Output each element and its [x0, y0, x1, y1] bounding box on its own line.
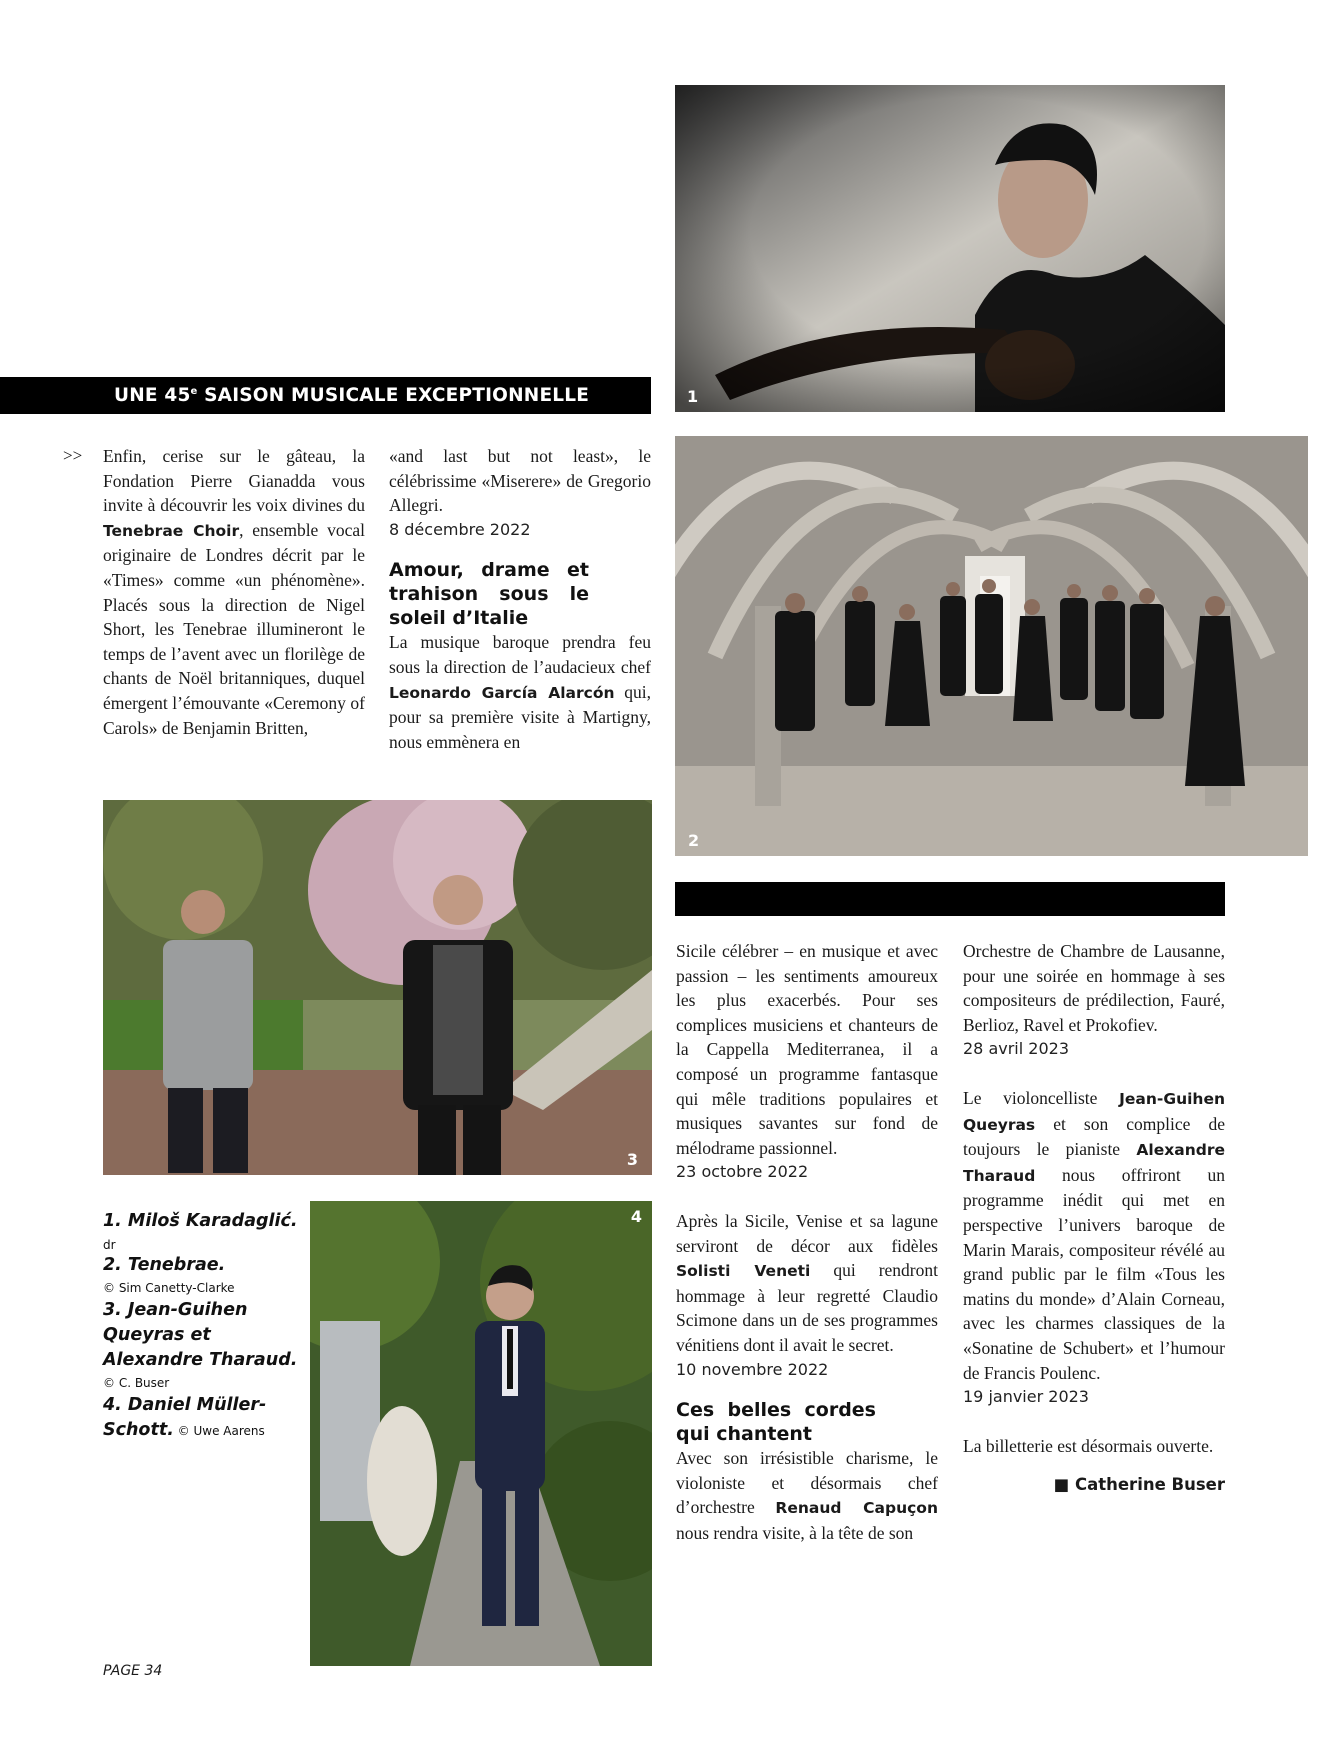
bold-name: Solisti Veneti [676, 1262, 811, 1281]
caption-name: 1. Miloš Karadaglić. [103, 1211, 298, 1231]
continuation-marker: >> [63, 446, 83, 465]
text: Après la Sicile, Venise et sa lagune serviront de décor aux fidèles [676, 1210, 938, 1256]
article-col-4 [963, 939, 1225, 1498]
bold-name: Tenebrae Choir [103, 521, 240, 540]
author-name: Catherine Buser [1074, 1475, 1225, 1495]
event-date: 10 novembre 2022 [676, 1359, 829, 1379]
text: «and last but not least», le célébrissime «Miserere» de Gregorio Allegri. [389, 446, 651, 516]
caption-credit: © Sim Canetty-Clarke [103, 1281, 235, 1295]
photo-4-muller-schott [310, 1201, 652, 1666]
article-col-1 [103, 444, 365, 740]
text: Enfin, cerise sur le gâteau, la Fondation Pierre Gianadda vous invite à découvrir les voix divines du [103, 446, 365, 516]
section-banner [0, 377, 651, 414]
caption-credit: © Uwe Aarens [173, 1424, 265, 1438]
text: Avec son irrésistible charisme, le violoniste et désormais chef d’orchestre [676, 1448, 938, 1518]
banner-title: UNE 45e SAISON MUSICALE EXCEPTIONNELLE [114, 385, 590, 406]
article-col-3 [676, 939, 938, 1545]
photo-number: 1 [687, 387, 699, 406]
photo-2-choir [675, 436, 1308, 856]
event-date: 19 janvier 2023 [963, 1387, 1089, 1407]
text: , ensemble vocal originaire de Londres décrit par le «Times» comme «un phénomène». Placés sous la direction de Nigel Short, les Tenebrae illumineront le temps de l’avent avec un florilège de chants de Noël britanniques, duquel émergent l’émouvante «Ceremony of Carols» de Benjamin Britten, [103, 519, 365, 738]
caption-name: 4. Daniel Müller-Schott. [103, 1395, 267, 1440]
photo-number: 4 [630, 1207, 642, 1226]
caption-name: 2. Tenebrae. [103, 1255, 226, 1275]
text: Orchestre de Chambre de Lausanne, pour une soirée en hommage à ses compositeurs de prédilection, Fauré, Berlioz, Ravel et Prokofiev. [963, 941, 1225, 1035]
event-date: 8 décembre 2022 [389, 519, 531, 539]
text: qui, pour sa première visite à Martigny, nous emmènera en [389, 681, 651, 752]
photo-number: 3 [626, 1150, 638, 1169]
photo-captions [103, 1209, 303, 1443]
text: nous offriront un programme inédit qui met en perspective l’univers baroque de Marin Marais, compositeur révélé au grand public par le film «Tous les matins du monde» d’Alain Corneau, avec les charmes classiques de la «Sonatine de Schubert» et l’humour de Francis Poulenc. [963, 1164, 1225, 1383]
bold-name: Leonardo García Alarcón [389, 683, 615, 702]
bold-name: Alexandre Tharaud [963, 1141, 1225, 1185]
bold-name: Renaud Capuçon [775, 1499, 938, 1518]
caption-credit: dr [103, 1238, 116, 1252]
event-date: 23 octobre 2022 [676, 1162, 809, 1182]
text: qui rendront hommage à leur regretté Claudio Scimone dans un de ses programmes vénitiens dont il avait le secret. [676, 1260, 938, 1355]
subheading: Ces belles cordes qui chantent [676, 1399, 876, 1446]
caption-name: 3. Jean-Guihen Queyras et Alexandre Tharaud. [103, 1300, 298, 1370]
photo-3-queyras-tharaud [103, 800, 652, 1175]
subheading: Amour, drame et trahison sous le soleil d’Italie [389, 559, 589, 630]
caption-credit: © C. Buser [103, 1376, 170, 1390]
bold-name: Jean-Guihen Queyras [963, 1089, 1225, 1134]
photo-number: 2 [688, 831, 700, 850]
text: Sicile célébrer – en musique et avec passion – les sentiments amoureux les plus exacerbés. Pour ses complices musiciens et chanteurs de la Cappella Mediterranea, il a composé un programme fantasque qui mêle traditions populaires et musiques savantes sur fond de mélodrame passionnel. [676, 941, 938, 1158]
section-bar [675, 882, 1225, 916]
signature: ■ Catherine Buser [1053, 1475, 1225, 1495]
photo-1-guitarist [675, 85, 1225, 412]
text: nous rendra visite, à la tête de son [676, 1522, 914, 1543]
text: Le violoncelliste [963, 1087, 1120, 1108]
page-number: PAGE 34 [103, 1663, 163, 1679]
event-date: 28 avril 2023 [963, 1039, 1069, 1059]
text: et son complice de toujours le pianiste [963, 1113, 1225, 1160]
text: La musique baroque prendra feu sous la direction de l’audacieux chef [389, 632, 651, 677]
article-col-2 [389, 444, 651, 754]
text: La billetterie est désormais ouverte. [963, 1435, 1214, 1456]
